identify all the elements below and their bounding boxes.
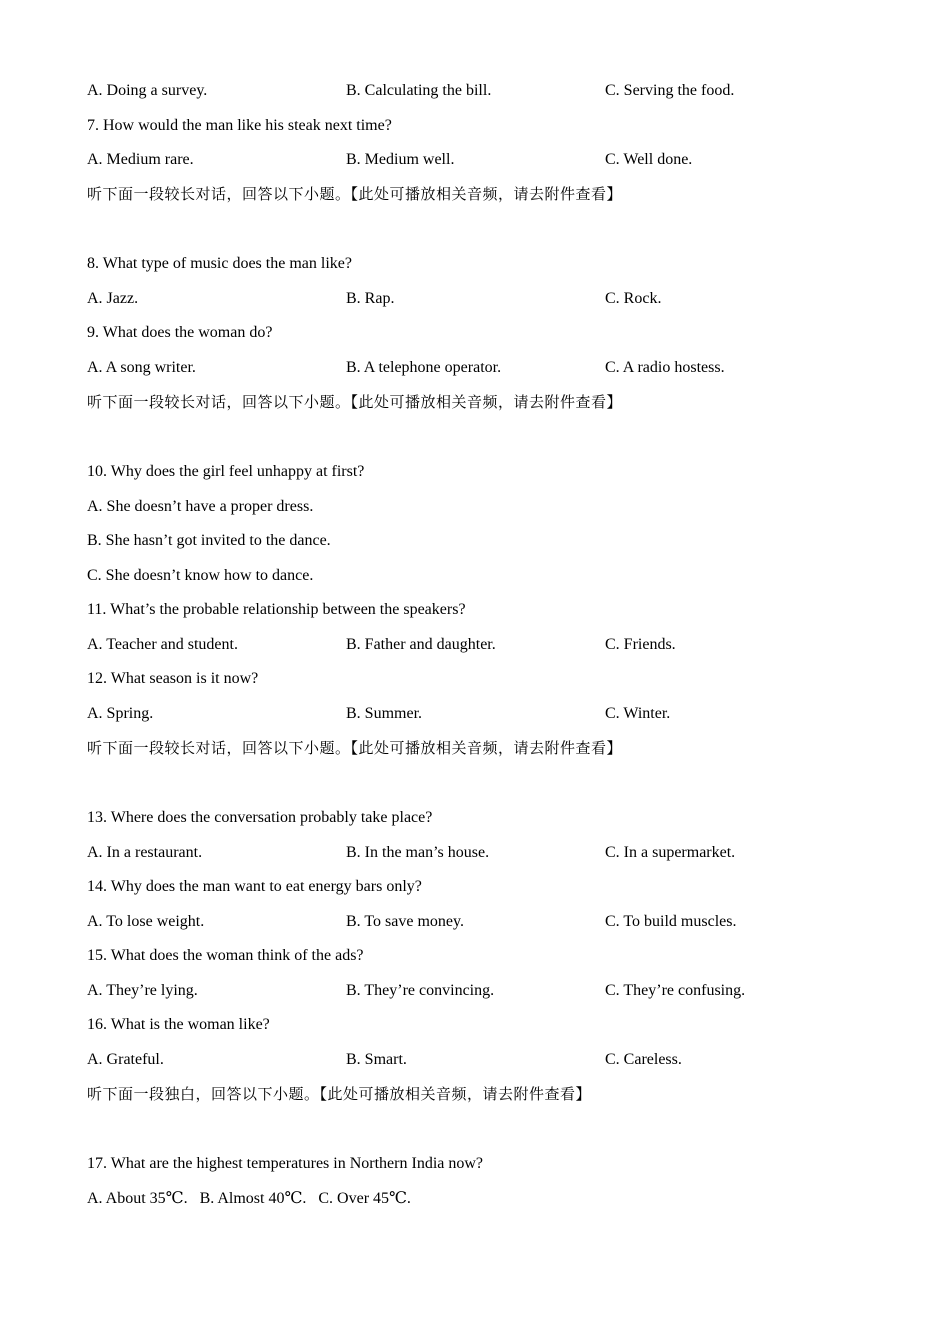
q14-option-b: B. To save money. xyxy=(346,913,464,930)
q15-option-c: C. They’re confusing. xyxy=(605,982,746,999)
q8-option-a: A. Jazz. xyxy=(87,290,139,307)
q9-question: 9. What does the woman do? xyxy=(87,324,273,341)
q10-question: 10. Why does the girl feel unhappy at first? xyxy=(87,463,365,480)
q16-option-c: C. Careless. xyxy=(605,1051,682,1068)
section-instruction-1: 听下面一段较长对话，回答以下小题。【此处可播放相关音频，请去附件查看】 xyxy=(87,185,623,203)
q13-question: 13. Where does the conversation probably take place? xyxy=(87,809,433,826)
q13-option-c: C. In a supermarket. xyxy=(605,844,736,861)
q12-option-c: C. Winter. xyxy=(605,705,671,722)
q16-question: 16. What is the woman like? xyxy=(87,1016,270,1033)
q6-option-b: B. Calculating the bill. xyxy=(346,82,492,99)
q11-question: 11. What’s the probable relationship between the speakers? xyxy=(87,601,466,618)
q10-option-c: C. She doesn’t know how to dance. xyxy=(87,567,314,584)
q8-option-c: C. Rock. xyxy=(605,290,662,307)
section-instruction-4: 听下面一段独白，回答以下小题。【此处可播放相关音频，请去附件查看】 xyxy=(87,1085,592,1103)
q13-option-b: B. In the man’s house. xyxy=(346,844,490,861)
q17-question: 17. What are the highest temperatures in Northern India now? xyxy=(87,1155,484,1172)
q12-option-b: B. Summer. xyxy=(346,705,423,722)
q6-option-c: C. Serving the food. xyxy=(605,82,735,99)
q11-option-c: C. Friends. xyxy=(605,636,676,653)
q16-option-b: B. Smart. xyxy=(346,1051,407,1068)
q7-option-a: A. Medium rare. xyxy=(87,151,194,168)
q9-option-b: B. A telephone operator. xyxy=(346,359,502,376)
section-instruction-2: 听下面一段较长对话，回答以下小题。【此处可播放相关音频，请去附件查看】 xyxy=(87,393,623,411)
q7-option-b: B. Medium well. xyxy=(346,151,455,168)
q12-option-a: A. Spring. xyxy=(87,705,154,722)
q6-option-a: A. Doing a survey. xyxy=(87,82,208,99)
q14-option-a: A. To lose weight. xyxy=(87,913,205,930)
q17-options: A. About 35℃. B. Almost 40℃. C. Over 45℃. xyxy=(87,1190,411,1207)
q12-question: 12. What season is it now? xyxy=(87,670,259,687)
q14-question: 14. Why does the man want to eat energy bars only? xyxy=(87,878,422,895)
q15-option-b: B. They’re convincing. xyxy=(346,982,495,999)
q8-option-b: B. Rap. xyxy=(346,290,395,307)
q15-question: 15. What does the woman think of the ads? xyxy=(87,947,364,964)
q14-option-c: C. To build muscles. xyxy=(605,913,737,930)
q15-option-a: A. They’re lying. xyxy=(87,982,198,999)
q9-option-a: A. A song writer. xyxy=(87,359,196,376)
q7-question: 7. How would the man like his steak next time? xyxy=(87,117,392,134)
q10-option-b: B. She hasn’t got invited to the dance. xyxy=(87,532,331,549)
q13-option-a: A. In a restaurant. xyxy=(87,844,203,861)
q8-question: 8. What type of music does the man like? xyxy=(87,255,352,272)
q10-option-a: A. She doesn’t have a proper dress. xyxy=(87,498,314,515)
q9-option-c: C. A radio hostess. xyxy=(605,359,725,376)
q7-option-c: C. Well done. xyxy=(605,151,693,168)
q11-option-a: A. Teacher and student. xyxy=(87,636,238,653)
section-instruction-3: 听下面一段较长对话，回答以下小题。【此处可播放相关音频，请去附件查看】 xyxy=(87,739,623,757)
q11-option-b: B. Father and daughter. xyxy=(346,636,496,653)
q16-option-a: A. Grateful. xyxy=(87,1051,164,1068)
